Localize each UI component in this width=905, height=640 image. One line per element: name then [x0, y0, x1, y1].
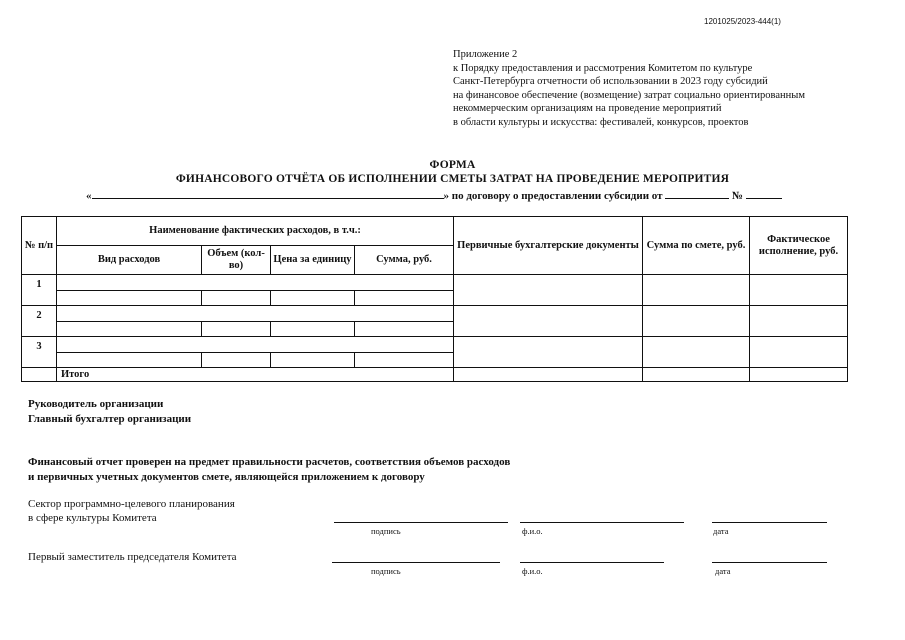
deputy-date-line[interactable] [712, 562, 827, 563]
table-cell[interactable] [750, 368, 848, 382]
table-cell [22, 368, 57, 382]
sector-line: Сектор программно-целевого планирования [28, 498, 235, 510]
sector-date-line[interactable] [712, 522, 827, 523]
table-cell[interactable] [750, 275, 848, 306]
table-cell[interactable] [57, 306, 454, 322]
date-caption: дата [713, 526, 729, 536]
header-volume: Объем (кол-во) [202, 246, 271, 275]
table-cell[interactable] [454, 306, 643, 337]
table-cell[interactable] [750, 306, 848, 337]
table-cell[interactable] [750, 337, 848, 368]
table-cell[interactable] [271, 353, 355, 368]
table-cell[interactable] [454, 275, 643, 306]
row-number: 1 [22, 275, 57, 306]
table-cell[interactable] [57, 337, 454, 353]
table-cell[interactable] [643, 275, 750, 306]
document-code: 1201025/2023-444(1) [704, 17, 781, 26]
table-cell[interactable] [643, 337, 750, 368]
header-actual: Фактическое исполнение, руб. [750, 217, 848, 275]
contract-number-blank[interactable] [746, 188, 782, 199]
verification-statement [28, 455, 510, 485]
header-expense-type: Вид расходов [57, 246, 202, 275]
name-caption: ф.и.о. [522, 566, 543, 576]
form-title: ФОРМА [429, 159, 476, 171]
deputy-label: Первый заместитель председателя Комитета [28, 551, 237, 563]
table-cell[interactable] [57, 291, 202, 306]
sector-signature-line[interactable] [334, 522, 508, 523]
header-sum: Сумма, руб. [355, 246, 454, 275]
name-caption: ф.и.о. [522, 526, 543, 536]
header-price: Цена за единицу [271, 246, 355, 275]
appendix-line: на финансовое обеспечение (возмещение) затрат социально ориентированным [453, 89, 805, 101]
contract-line [86, 188, 782, 202]
sector-label [28, 497, 235, 525]
table-cell[interactable] [271, 322, 355, 337]
open-quote: « [86, 190, 92, 202]
table-cell[interactable] [202, 322, 271, 337]
signature-caption: подпись [371, 566, 401, 576]
signature-caption: подпись [371, 526, 401, 536]
table-cell[interactable] [355, 322, 454, 337]
table-cell[interactable] [57, 322, 202, 337]
header-estimate: Сумма по смете, руб. [643, 217, 750, 275]
sector-line: в сфере культуры Комитета [28, 512, 157, 524]
event-name-blank[interactable] [92, 188, 444, 199]
appendix-line: к Порядку предоставления и рассмотрения Комитетом по культуре [453, 62, 753, 74]
sector-name-line[interactable] [520, 522, 684, 523]
verification-line: Финансовый отчет проверен на предмет правильности расчетов, соответствия объемов расходов [28, 456, 511, 468]
table-cell[interactable] [57, 353, 202, 368]
deputy-name-line[interactable] [520, 562, 664, 563]
table-cell[interactable] [57, 275, 454, 291]
appendix-line: некоммерческим организациям на проведение мероприятий [453, 103, 722, 115]
verification-line: и первичных учетных документов смете, являющейся приложением к договору [28, 471, 425, 483]
table-cell[interactable] [643, 368, 750, 382]
appendix-note [453, 48, 805, 130]
row-number: 2 [22, 306, 57, 337]
table-cell[interactable] [454, 337, 643, 368]
table-cell[interactable] [202, 291, 271, 306]
table-cell[interactable] [355, 353, 454, 368]
form-subtitle: ФИНАНСОВОГО ОТЧЁТА ОБ ИСПОЛНЕНИИ СМЕТЫ ЗАТРАТ НА ПРОВЕДЕНИЕ МЕРОПРИТИЯ [175, 173, 730, 185]
contract-text: » по договору о предоставлении субсидии от [443, 190, 663, 202]
appendix-line: в области культуры и искусства: фестивалей, конкурсов, проектов [453, 116, 749, 128]
deputy-signature-line[interactable] [332, 562, 500, 563]
contract-date-blank[interactable] [665, 188, 729, 199]
header-documents: Первичные бухгалтерские документы [454, 217, 643, 275]
number-sign: № [732, 190, 744, 202]
total-label: Итого [57, 368, 454, 382]
table-cell[interactable] [271, 291, 355, 306]
appendix-line: Санкт-Петербурга отчетности об использовании в 2023 году субсидий [453, 76, 768, 88]
header-expenses-group: Наименование фактических расходов, в т.ч.: [57, 217, 454, 246]
table-cell[interactable] [643, 306, 750, 337]
accountant-signature-label: Главный бухгалтер организации [28, 413, 192, 425]
appendix-line: Приложение 2 [453, 49, 518, 60]
row-number: 3 [22, 337, 57, 368]
table-cell[interactable] [454, 368, 643, 382]
expense-report-table [21, 216, 848, 382]
head-signature-label: Руководитель организации [28, 398, 164, 410]
table-cell[interactable] [355, 291, 454, 306]
date-caption: дата [715, 566, 731, 576]
header-num: № п/п [22, 217, 57, 275]
table-cell[interactable] [202, 353, 271, 368]
